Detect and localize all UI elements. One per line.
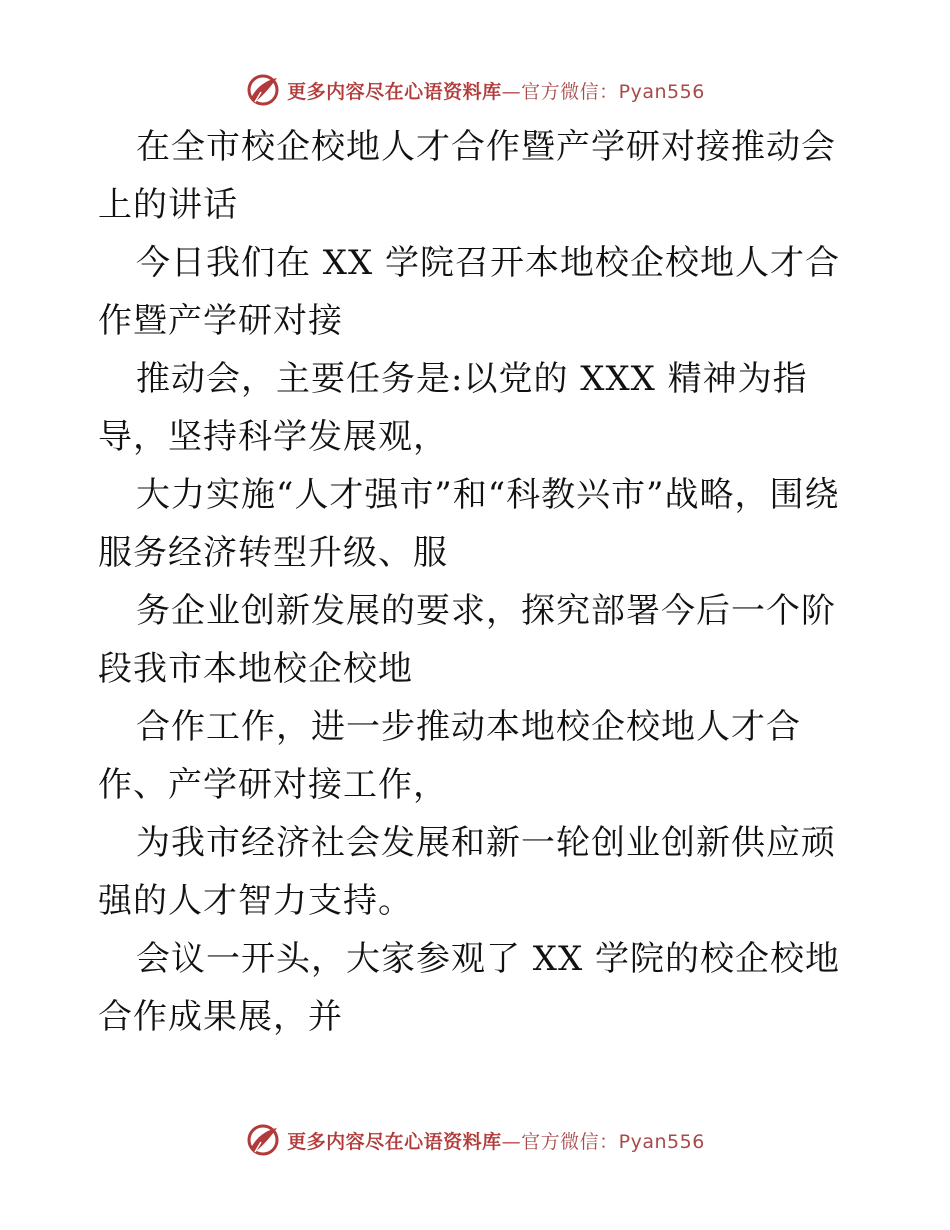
- paragraph: 合作工作，进一步推动本地校企校地人才合作、产学研对接工作，: [98, 707, 801, 805]
- paragraph: 大力实施“人才强市”和“科教兴市”战略，围绕服务经济转型升级、服: [98, 475, 840, 573]
- paragraph: 为我市经济社会发展和新一轮创业创新供应顽强的人才智力支持。: [98, 823, 836, 921]
- footer-banner: [0, 1120, 950, 1160]
- pen-nib-logo-icon: [245, 1122, 281, 1158]
- document-body: [98, 118, 858, 1046]
- banner-contact-text: 官方微信：Pyan556: [521, 1130, 705, 1153]
- pen-nib-logo-icon: [245, 72, 281, 108]
- paragraph: 今日我们在 XX 学院召开本地校企校地人才合作暨产学研对接: [98, 243, 841, 341]
- banner-brand-text: 更多内容尽在心语资料库: [287, 1130, 502, 1153]
- paragraph: 推动会，主要任务是:以党的 XXX 精神为指导，坚持科学发展观，: [98, 359, 808, 457]
- banner-brand-text: 更多内容尽在心语资料库: [287, 80, 502, 103]
- document-title: 在全市校企校地人才合作暨产学研对接推动会上的讲话: [98, 127, 836, 225]
- banner-contact-text: 官方微信：Pyan556: [521, 80, 705, 103]
- banner-text: [287, 1127, 705, 1154]
- banner-separator: —: [501, 1130, 522, 1153]
- paragraph: 务企业创新发展的要求，探究部署今后一个阶段我市本地校企校地: [98, 591, 836, 689]
- banner-separator: —: [501, 80, 522, 103]
- paragraph: 会议一开头，大家参观了 XX 学院的校企校地合作成果展，并: [98, 939, 841, 1037]
- header-banner: [0, 70, 950, 110]
- banner-text: [287, 77, 705, 104]
